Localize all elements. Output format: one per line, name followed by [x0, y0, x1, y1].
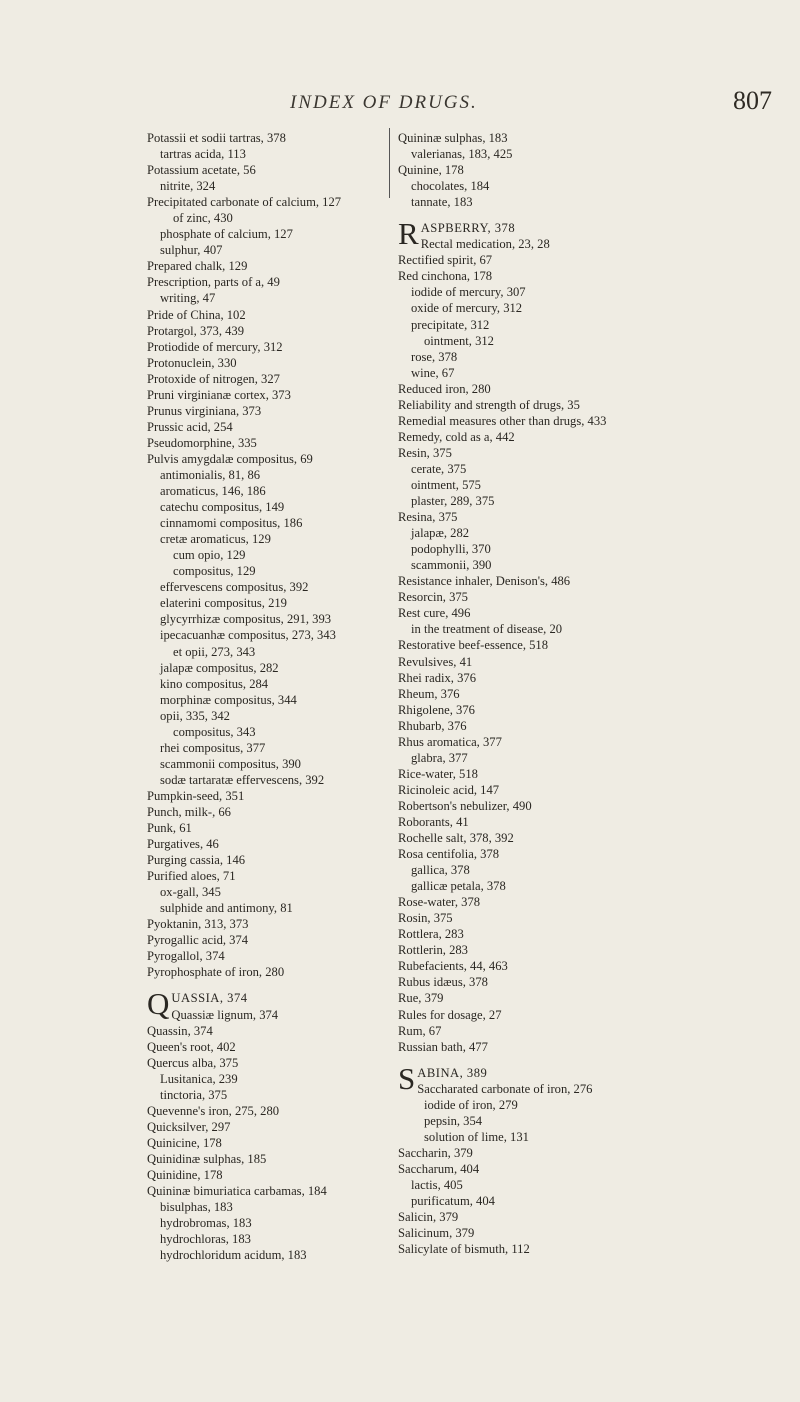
index-entry — [147, 788, 382, 804]
entry-text: sodæ tartaratæ effervescens, 392 — [160, 772, 325, 787]
entry-text: Revulsives, 41 — [398, 654, 473, 669]
entry-text: Reliability and strength of drugs, 35 — [398, 397, 580, 412]
entry-text: Rules for dosage, 27 — [398, 1007, 502, 1022]
index-entry — [398, 942, 758, 958]
index-entry — [398, 461, 758, 477]
index-entry — [398, 1145, 758, 1161]
index-entry — [147, 756, 382, 772]
entry-text: Protonuclein, 330 — [147, 355, 237, 370]
index-entry — [398, 894, 758, 910]
index-entry — [147, 130, 382, 146]
entry-text: Resorcin, 375 — [398, 590, 468, 605]
index-entry — [147, 1007, 382, 1023]
entry-text: Quercus alba, 375 — [147, 1055, 239, 1070]
index-entry — [147, 1151, 382, 1167]
entry-text: Rhei radix, 376 — [398, 670, 476, 685]
index-entry — [398, 284, 758, 300]
index-entry — [147, 323, 382, 339]
index-entry — [147, 1231, 382, 1247]
index-entry — [398, 1007, 758, 1023]
index-entry — [147, 1087, 382, 1103]
entry-text: Resina, 375 — [398, 510, 458, 525]
entry-text: Remedial measures other than drugs, 433 — [398, 413, 607, 428]
entry-text: in the treatment of disease, 20 — [411, 622, 563, 637]
index-entry — [147, 579, 382, 595]
entry-text: Rottlera, 283 — [398, 927, 464, 942]
entry-text: purificatum, 404 — [411, 1194, 495, 1209]
entry-text: Purified aloes, 71 — [147, 869, 236, 884]
index-entry — [147, 692, 382, 708]
entry-text: plaster, 289, 375 — [411, 494, 495, 509]
entry-text: cinnamomi compositus, 186 — [160, 516, 303, 531]
entry-text: wine, 67 — [411, 365, 455, 380]
index-entry — [398, 194, 758, 210]
index-entry — [398, 268, 758, 284]
index-entry — [147, 435, 382, 451]
index-entry — [398, 846, 758, 862]
index-entry — [147, 563, 382, 579]
entry-text: Rubus idæus, 378 — [398, 975, 488, 990]
entry-text: Potassium acetate, 56 — [147, 163, 256, 178]
index-entry — [147, 804, 382, 820]
entry-text: Rice-water, 518 — [398, 766, 478, 781]
index-entry — [398, 541, 758, 557]
index-entry — [147, 387, 382, 403]
entry-text: Lusitanica, 239 — [160, 1071, 238, 1086]
entry-text: Pruni virginianæ cortex, 373 — [147, 387, 291, 402]
entry-text: Rosin, 375 — [398, 911, 453, 926]
entry-text: ipecacuanhæ compositus, 273, 343 — [160, 628, 336, 643]
entry-text: ABINA, 389 — [417, 1065, 488, 1080]
entry-text: Rubefacients, 44, 463 — [398, 959, 508, 974]
index-entry — [147, 660, 382, 676]
entry-text: Quinicine, 178 — [147, 1135, 222, 1150]
index-entry — [398, 1161, 758, 1177]
index-entry — [147, 531, 382, 547]
index-entry — [398, 525, 758, 541]
entry-text: Ricinoleic acid, 147 — [398, 782, 500, 797]
entry-text: ASPBERRY, 378 — [420, 221, 516, 236]
index-entry — [398, 589, 758, 605]
entry-text: hydrochloridum acidum, 183 — [160, 1248, 307, 1263]
entry-text: hydrochloras, 183 — [160, 1232, 251, 1247]
index-entry — [147, 964, 382, 980]
index-entry — [398, 926, 758, 942]
entry-text: glycyrrhizæ compositus, 291, 393 — [160, 612, 332, 627]
index-entry — [398, 654, 758, 670]
entry-text: Roborants, 41 — [398, 814, 469, 829]
entry-text: sulphide and antimony, 81 — [160, 901, 293, 916]
index-entry — [147, 644, 382, 660]
index-entry — [398, 974, 758, 990]
index-entry — [147, 1119, 382, 1135]
entry-text: Prepared chalk, 129 — [147, 259, 248, 274]
index-entry — [398, 413, 758, 429]
index-entry — [147, 146, 382, 162]
entry-text: Restorative beef-essence, 518 — [398, 638, 549, 653]
index-entry — [147, 355, 382, 371]
index-entry — [398, 702, 758, 718]
index-entry — [398, 236, 758, 252]
entry-text: Quininæ sulphas, 183 — [398, 131, 508, 145]
index-entry — [398, 1097, 758, 1113]
entry-text: Purgatives, 46 — [147, 837, 219, 852]
entry-text: Reduced iron, 280 — [398, 381, 491, 396]
index-entry — [147, 1199, 382, 1215]
entry-text: phosphate of calcium, 127 — [160, 227, 293, 242]
entry-text: hydrobromas, 183 — [160, 1216, 252, 1231]
index-entry — [147, 339, 382, 355]
index-entry — [147, 1103, 382, 1119]
index-entry — [147, 708, 382, 724]
entry-text: effervescens compositus, 392 — [160, 580, 309, 595]
entry-text: tinctoria, 375 — [160, 1087, 228, 1102]
entry-text: jalapæ compositus, 282 — [160, 660, 279, 675]
entry-text: Quinidinæ sulphas, 185 — [147, 1151, 267, 1166]
entry-text: Protoxide of nitrogen, 327 — [147, 371, 280, 386]
index-entry — [398, 958, 758, 974]
index-entry — [147, 547, 382, 563]
entry-text: cretæ aromaticus, 129 — [160, 532, 271, 547]
entry-text: tartras acida, 113 — [160, 147, 246, 162]
index-entry — [398, 637, 758, 653]
entry-text: Remedy, cold as a, 442 — [398, 429, 515, 444]
drop-cap-letter: R — [398, 216, 419, 252]
entry-text: antimonialis, 81, 86 — [160, 467, 261, 482]
entry-text: Pumpkin-seed, 351 — [147, 788, 245, 803]
entry-text: Purging cassia, 146 — [147, 853, 246, 868]
column-divider — [389, 128, 390, 198]
entry-text: glabra, 377 — [411, 750, 468, 765]
entry-text: Red cinchona, 178 — [398, 269, 493, 284]
entry-text: catechu compositus, 149 — [160, 500, 285, 515]
index-entry — [398, 621, 758, 637]
index-entry — [147, 1023, 382, 1039]
index-entry — [398, 429, 758, 445]
index-entry — [147, 1247, 382, 1263]
entry-text: chocolates, 184 — [411, 179, 490, 194]
entry-text: cum opio, 129 — [173, 548, 246, 563]
entry-text: Pyrogallol, 374 — [147, 949, 225, 964]
index-entry — [147, 1135, 382, 1151]
index-entry — [147, 515, 382, 531]
entry-text: Rosa centifolia, 378 — [398, 847, 500, 862]
entry-text: writing, 47 — [160, 291, 216, 306]
index-entry — [147, 724, 382, 740]
entry-text: solution of lime, 131 — [424, 1129, 529, 1144]
index-entry — [398, 130, 758, 146]
entry-text: Pulvis amygdalæ compositus, 69 — [147, 451, 313, 466]
left-index-column — [147, 130, 382, 1263]
entry-text: tannate, 183 — [411, 195, 473, 210]
index-entry — [398, 349, 758, 365]
entry-text: Queen's root, 402 — [147, 1039, 236, 1054]
index-entry — [147, 290, 382, 306]
entry-text: Punch, milk-, 66 — [147, 804, 231, 819]
index-entry — [147, 242, 382, 258]
index-entry — [147, 419, 382, 435]
index-entry — [398, 1177, 758, 1193]
entry-text: bisulphas, 183 — [160, 1200, 233, 1215]
index-entry — [398, 252, 758, 268]
index-entry — [147, 868, 382, 884]
index-entry — [147, 836, 382, 852]
entry-text: scammonii, 390 — [411, 558, 492, 573]
index-entry — [398, 573, 758, 589]
entry-text: podophylli, 370 — [411, 542, 491, 557]
index-entry — [398, 1023, 758, 1039]
index-entry — [398, 178, 758, 194]
index-entry — [398, 333, 758, 349]
entry-text: scammonii compositus, 390 — [160, 756, 301, 771]
index-entry — [147, 852, 382, 868]
index-entry — [398, 734, 758, 750]
index-entry — [398, 509, 758, 525]
entry-text: Robertson's nebulizer, 490 — [398, 798, 532, 813]
entry-text: Prescription, parts of a, 49 — [147, 275, 280, 290]
index-entry — [398, 782, 758, 798]
entry-text: Pyrophosphate of iron, 280 — [147, 965, 285, 980]
index-entry — [398, 670, 758, 686]
entry-text: sulphur, 407 — [160, 243, 223, 258]
right-index-column — [398, 130, 758, 1257]
entry-text: Precipitated carbonate of calcium, 127 — [147, 195, 342, 210]
index-entry — [147, 820, 382, 836]
entry-text: of zinc, 430 — [173, 211, 233, 226]
index-entry — [147, 499, 382, 515]
entry-text: Rhus aromatica, 377 — [398, 734, 502, 749]
index-entry — [147, 611, 382, 627]
index-entry — [147, 274, 382, 290]
index-entry — [147, 194, 382, 210]
entry-text: Pride of China, 102 — [147, 307, 246, 322]
index-entry — [398, 878, 758, 894]
index-entry — [398, 1129, 758, 1145]
entry-text: Rue, 379 — [398, 991, 444, 1006]
index-entry — [398, 1209, 758, 1225]
entry-text: Rectified spirit, 67 — [398, 253, 493, 268]
entry-text: Prussic acid, 254 — [147, 419, 233, 434]
entry-text: Rose-water, 378 — [398, 895, 481, 910]
entry-text: UASSIA, 374 — [171, 991, 248, 1006]
index-entry — [147, 676, 382, 692]
index-entry — [398, 750, 758, 766]
entry-text: valerianas, 183, 425 — [411, 147, 513, 162]
entry-text: Quassin, 374 — [147, 1023, 213, 1038]
entry-text: Salicylate of bismuth, 112 — [398, 1242, 530, 1257]
index-entry — [147, 467, 382, 483]
entry-text: Protiodide of mercury, 312 — [147, 339, 283, 354]
entry-text: Prunus virginiana, 373 — [147, 403, 262, 418]
entry-text: nitrite, 324 — [160, 179, 216, 194]
index-entry — [147, 900, 382, 916]
index-entry — [398, 605, 758, 621]
index-entry — [398, 686, 758, 702]
entry-text: Resin, 375 — [398, 445, 452, 460]
entry-text: Rhigolene, 376 — [398, 702, 475, 717]
index-entry — [147, 740, 382, 756]
entry-text: rose, 378 — [411, 349, 458, 364]
entry-text: Rectal medication, 23, 28 — [420, 237, 550, 252]
index-entry — [147, 307, 382, 323]
entry-text: Saccharum, 404 — [398, 1161, 480, 1176]
index-entry — [398, 990, 758, 1006]
index-entry — [398, 1113, 758, 1129]
entry-text: gallica, 378 — [411, 863, 470, 878]
index-entry — [398, 814, 758, 830]
index-entry — [147, 1071, 382, 1087]
entry-text: Rhubarb, 376 — [398, 718, 467, 733]
entry-text: Quassiæ lignum, 374 — [171, 1007, 279, 1022]
entry-text: Quininæ bimuriatica carbamas, 184 — [147, 1184, 327, 1199]
entry-text: rhei compositus, 377 — [160, 740, 266, 755]
entry-text: compositus, 129 — [173, 564, 256, 579]
entry-text: Quinine, 178 — [398, 163, 464, 178]
index-entry — [398, 477, 758, 493]
entry-text: ox-gall, 345 — [160, 885, 221, 900]
entry-text: ointment, 575 — [411, 477, 481, 492]
entry-text: Saccharin, 379 — [398, 1145, 473, 1160]
index-entry — [147, 772, 382, 788]
index-entry — [398, 718, 758, 734]
index-entry — [147, 162, 382, 178]
index-entry — [147, 178, 382, 194]
index-entry — [147, 932, 382, 948]
entry-text: gallicæ petala, 378 — [411, 879, 506, 894]
index-entry — [398, 445, 758, 461]
entry-text: iodide of iron, 279 — [424, 1097, 518, 1112]
drop-cap-letter: Q — [147, 986, 170, 1022]
entry-text: cerate, 375 — [411, 461, 467, 476]
index-entry — [147, 210, 382, 226]
index-entry — [147, 1183, 382, 1199]
entry-text: Quinidine, 178 — [147, 1168, 223, 1182]
entry-text: Quicksilver, 297 — [147, 1119, 231, 1134]
entry-text: Rheum, 376 — [398, 686, 460, 701]
entry-text: elaterini compositus, 219 — [160, 596, 287, 611]
entry-text: Rochelle salt, 378, 392 — [398, 831, 514, 846]
index-entry — [147, 948, 382, 964]
index-entry — [398, 381, 758, 397]
drop-cap-letter: S — [398, 1060, 416, 1096]
entry-text: Rest cure, 496 — [398, 606, 471, 621]
index-entry — [147, 258, 382, 274]
entry-text: Resistance inhaler, Denison's, 486 — [398, 574, 571, 589]
page-header — [0, 86, 800, 122]
entry-text: ointment, 312 — [424, 333, 494, 348]
index-entry — [147, 627, 382, 643]
index-entry — [398, 830, 758, 846]
index-entry — [398, 365, 758, 381]
index-entry — [398, 1241, 758, 1257]
index-entry — [398, 397, 758, 413]
entry-text: et opii, 273, 343 — [173, 644, 256, 659]
entry-text: Saccharated carbonate of iron, 276 — [417, 1081, 593, 1096]
index-entry — [147, 403, 382, 419]
entry-text: Rottlerin, 283 — [398, 943, 468, 958]
index-entry — [398, 557, 758, 573]
index-entry — [398, 317, 758, 333]
index-entry — [147, 451, 382, 467]
entry-text: oxide of mercury, 312 — [411, 301, 523, 316]
entry-text: precipitate, 312 — [411, 317, 490, 332]
running-title: INDEX OF DRUGS. — [290, 92, 478, 113]
index-entry — [147, 483, 382, 499]
entry-text: Potassii et sodii tartras, 378 — [147, 131, 286, 145]
entry-text: lactis, 405 — [411, 1178, 463, 1192]
index-entry — [398, 766, 758, 782]
index-entry — [398, 1225, 758, 1241]
index-entry — [398, 1081, 758, 1097]
index-entry — [147, 1167, 382, 1183]
index-entry — [398, 300, 758, 316]
index-entry — [398, 798, 758, 814]
entry-text: pepsin, 354 — [424, 1113, 483, 1128]
entry-text: Protargol, 373, 439 — [147, 323, 245, 338]
index-entry — [147, 371, 382, 387]
entry-text: Pyoktanin, 313, 373 — [147, 917, 249, 932]
entry-text: Pyrogallic acid, 374 — [147, 933, 249, 948]
index-entry — [147, 1055, 382, 1071]
index-entry — [398, 146, 758, 162]
entry-text: iodide of mercury, 307 — [411, 285, 526, 300]
entry-text: jalapæ, 282 — [411, 526, 470, 541]
entry-text: Quevenne's iron, 275, 280 — [147, 1103, 280, 1118]
index-entry — [398, 1193, 758, 1209]
index-entry — [147, 595, 382, 611]
index-entry — [398, 1039, 758, 1055]
page-number: 807 — [733, 86, 772, 115]
entry-text: kino compositus, 284 — [160, 676, 269, 691]
entry-text: Salicin, 379 — [398, 1210, 459, 1225]
entry-text: Salicinum, 379 — [398, 1226, 475, 1241]
entry-text: Pseudomorphine, 335 — [147, 435, 257, 450]
index-entry — [398, 162, 758, 178]
index-entry — [147, 916, 382, 932]
entry-text: aromaticus, 146, 186 — [160, 484, 266, 499]
entry-text: morphinæ compositus, 344 — [160, 692, 297, 707]
entry-text: compositus, 343 — [173, 724, 256, 739]
index-entry — [147, 1039, 382, 1055]
index-entry — [147, 1215, 382, 1231]
index-entry — [147, 226, 382, 242]
entry-text: Russian bath, 477 — [398, 1039, 488, 1054]
index-entry — [398, 493, 758, 509]
index-entry — [398, 910, 758, 926]
entry-text: Punk, 61 — [147, 821, 192, 836]
entry-text: Rum, 67 — [398, 1023, 442, 1038]
entry-text: opii, 335, 342 — [160, 708, 230, 723]
index-entry — [398, 862, 758, 878]
index-entry — [147, 884, 382, 900]
